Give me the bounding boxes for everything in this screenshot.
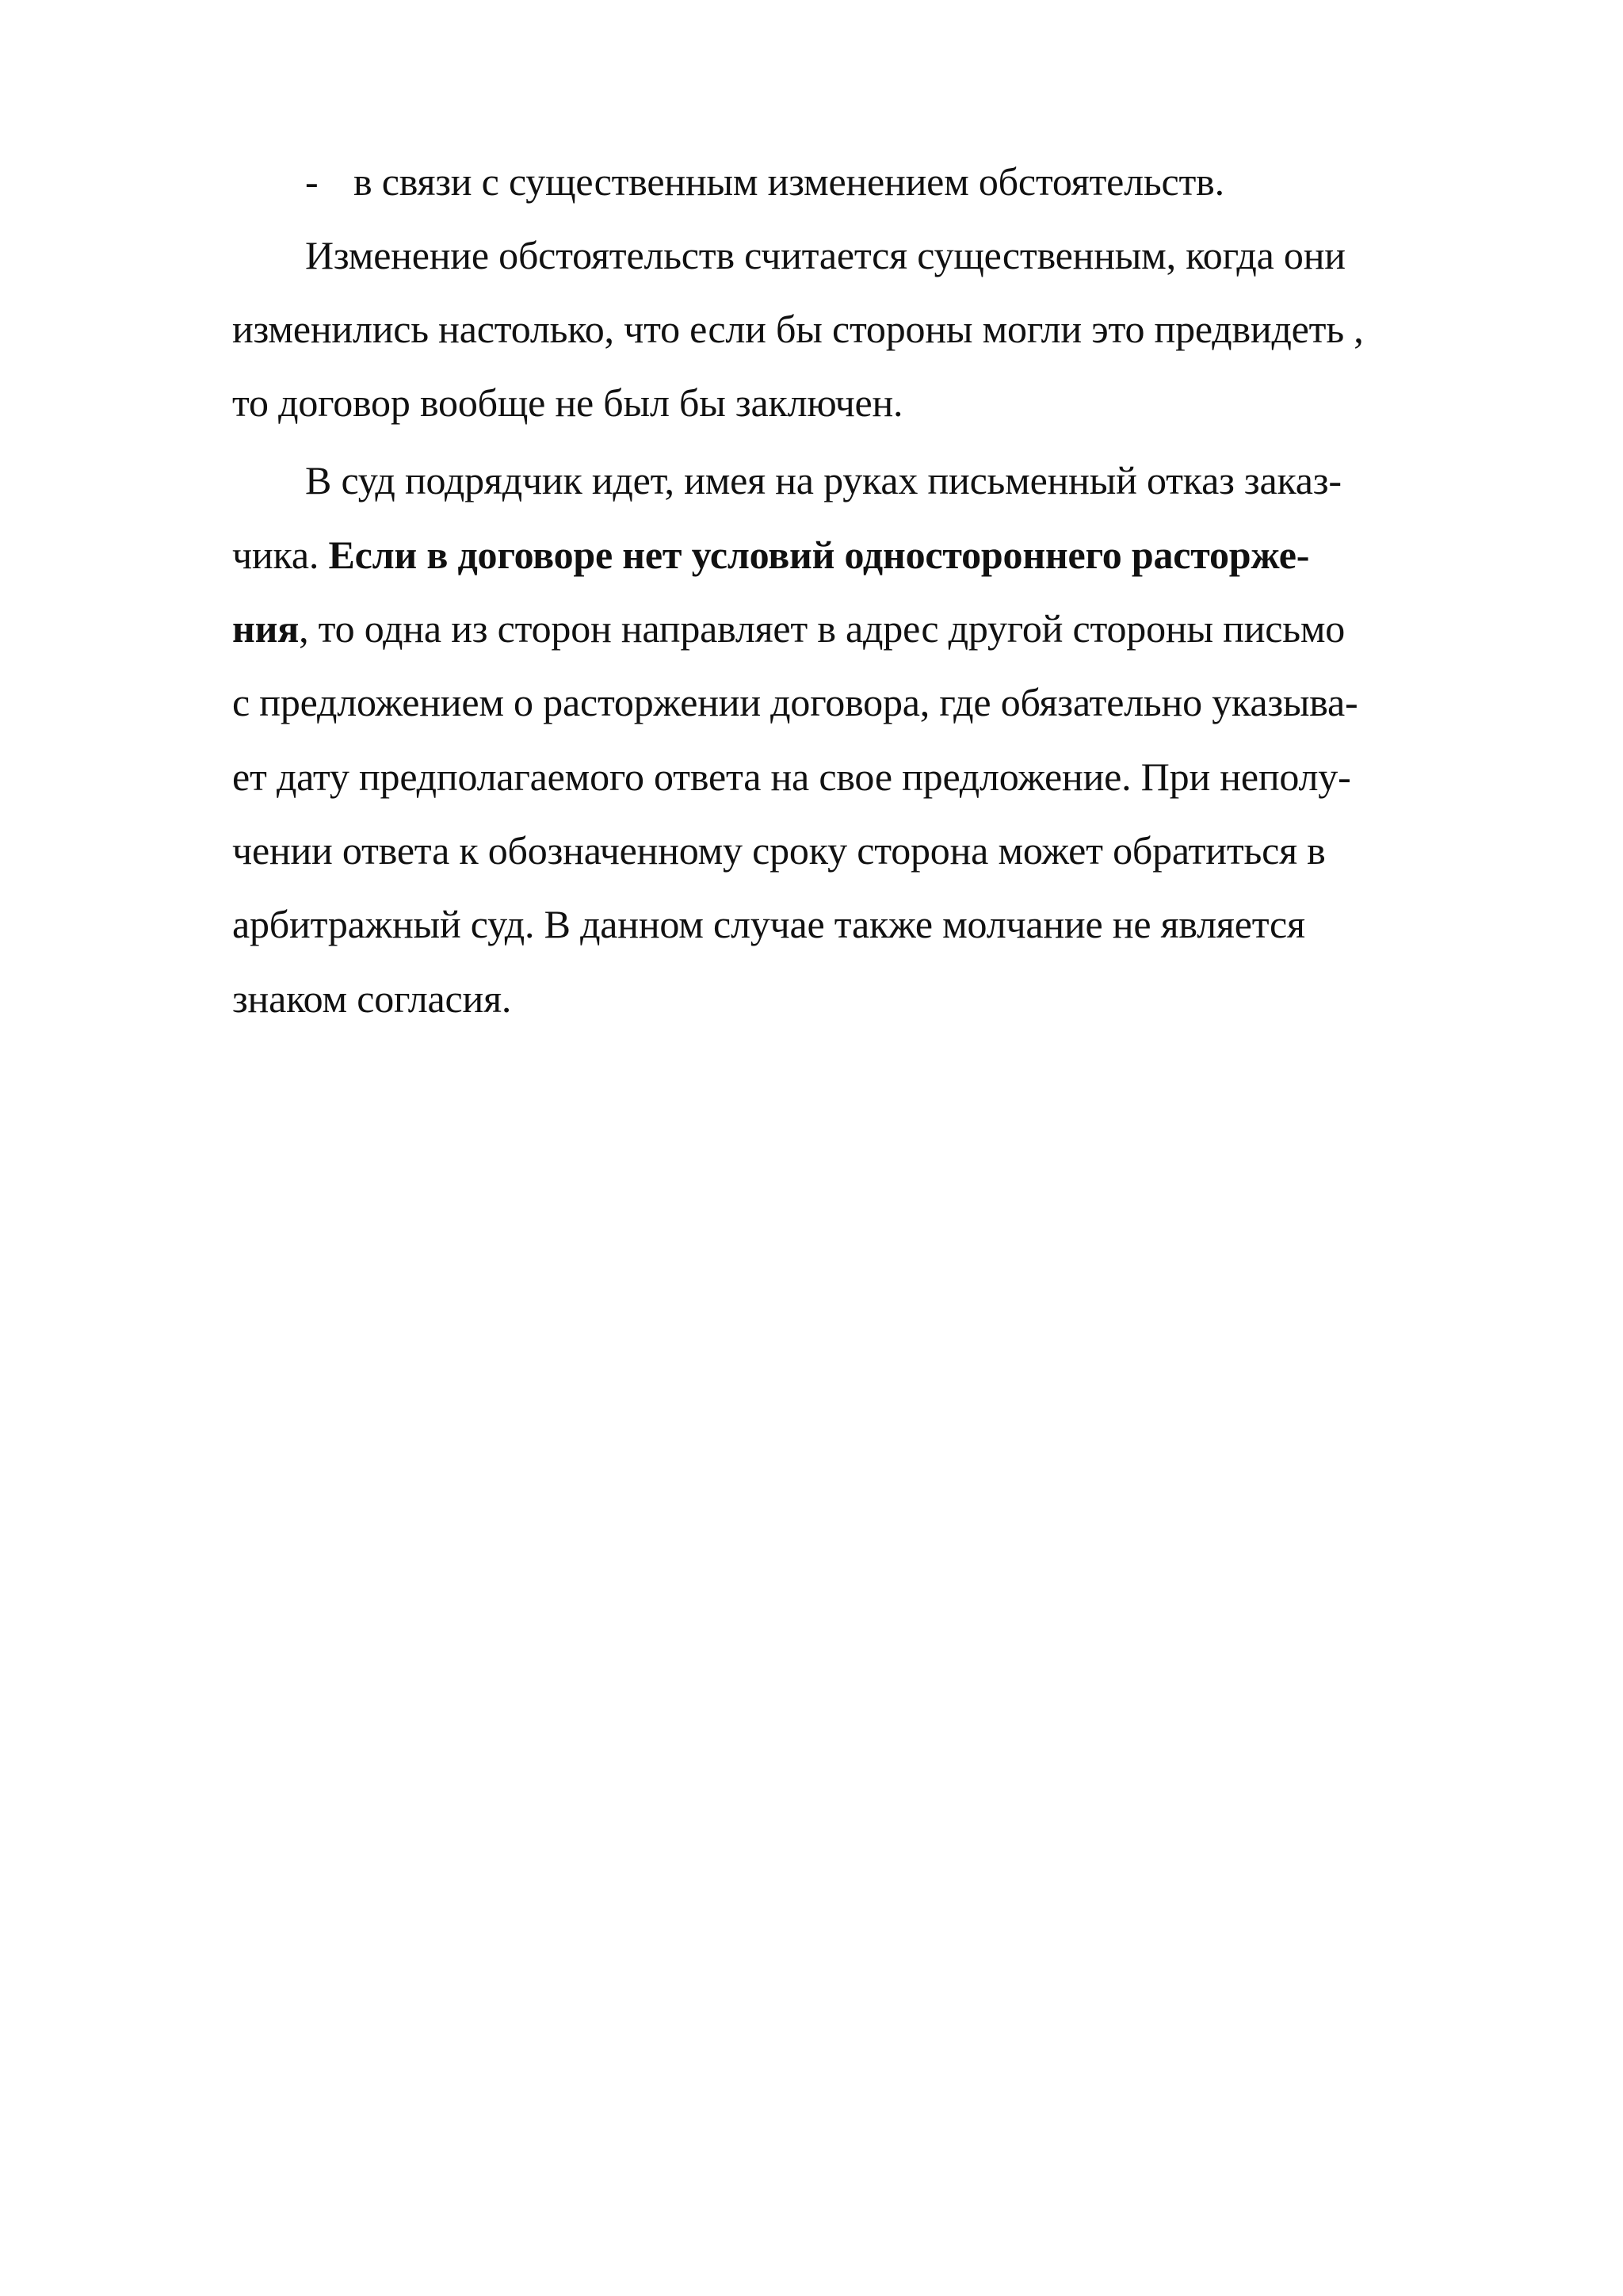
bullet-marker: - <box>305 159 319 204</box>
paragraph-1-line-1: Изменение обстоятельств считается существенным, когда они <box>305 233 1346 277</box>
paragraph-1-line-2: изменились настолько, что если бы стороны могли это предвидеть , <box>232 307 1364 351</box>
paragraph-2-line-8: знаком согласия. <box>232 976 512 1021</box>
paragraph-2-line-4: с предложением о расторжении договора, где обязательно указыва- <box>232 680 1358 724</box>
paragraph-2-line-3 <box>232 605 1345 652</box>
paragraph-1-line-3: то договор вообще не был бы заключен. <box>232 380 903 425</box>
paragraph-2-line-3-rest: , то одна из сторон направляет в адрес другой стороны письмо <box>299 606 1346 651</box>
paragraph-2-line-6: чении ответа к обозначенному сроку сторона может обратиться в <box>232 828 1326 873</box>
paragraph-2-line-5: ет дату предполагаемого ответа на свое предложение. При неполу- <box>232 755 1351 799</box>
bullet-text: в связи с существенным изменением обстоятельств. <box>353 159 1224 204</box>
paragraph-2-line-3-bold: ния <box>232 606 300 651</box>
paragraph-2-line-2-prefix: чика. <box>232 533 329 577</box>
paragraph-2-line-2 <box>232 531 1309 579</box>
paragraph-2-line-2-bold: Если в договоре нет условий одностороннего расторже- <box>328 533 1310 577</box>
paragraph-2-line-1: В суд подрядчик идет, имея на руках письменный отказ заказ- <box>305 458 1342 502</box>
paragraph-2-line-7: арбитражный суд. В данном случае также молчание не является <box>232 902 1305 946</box>
